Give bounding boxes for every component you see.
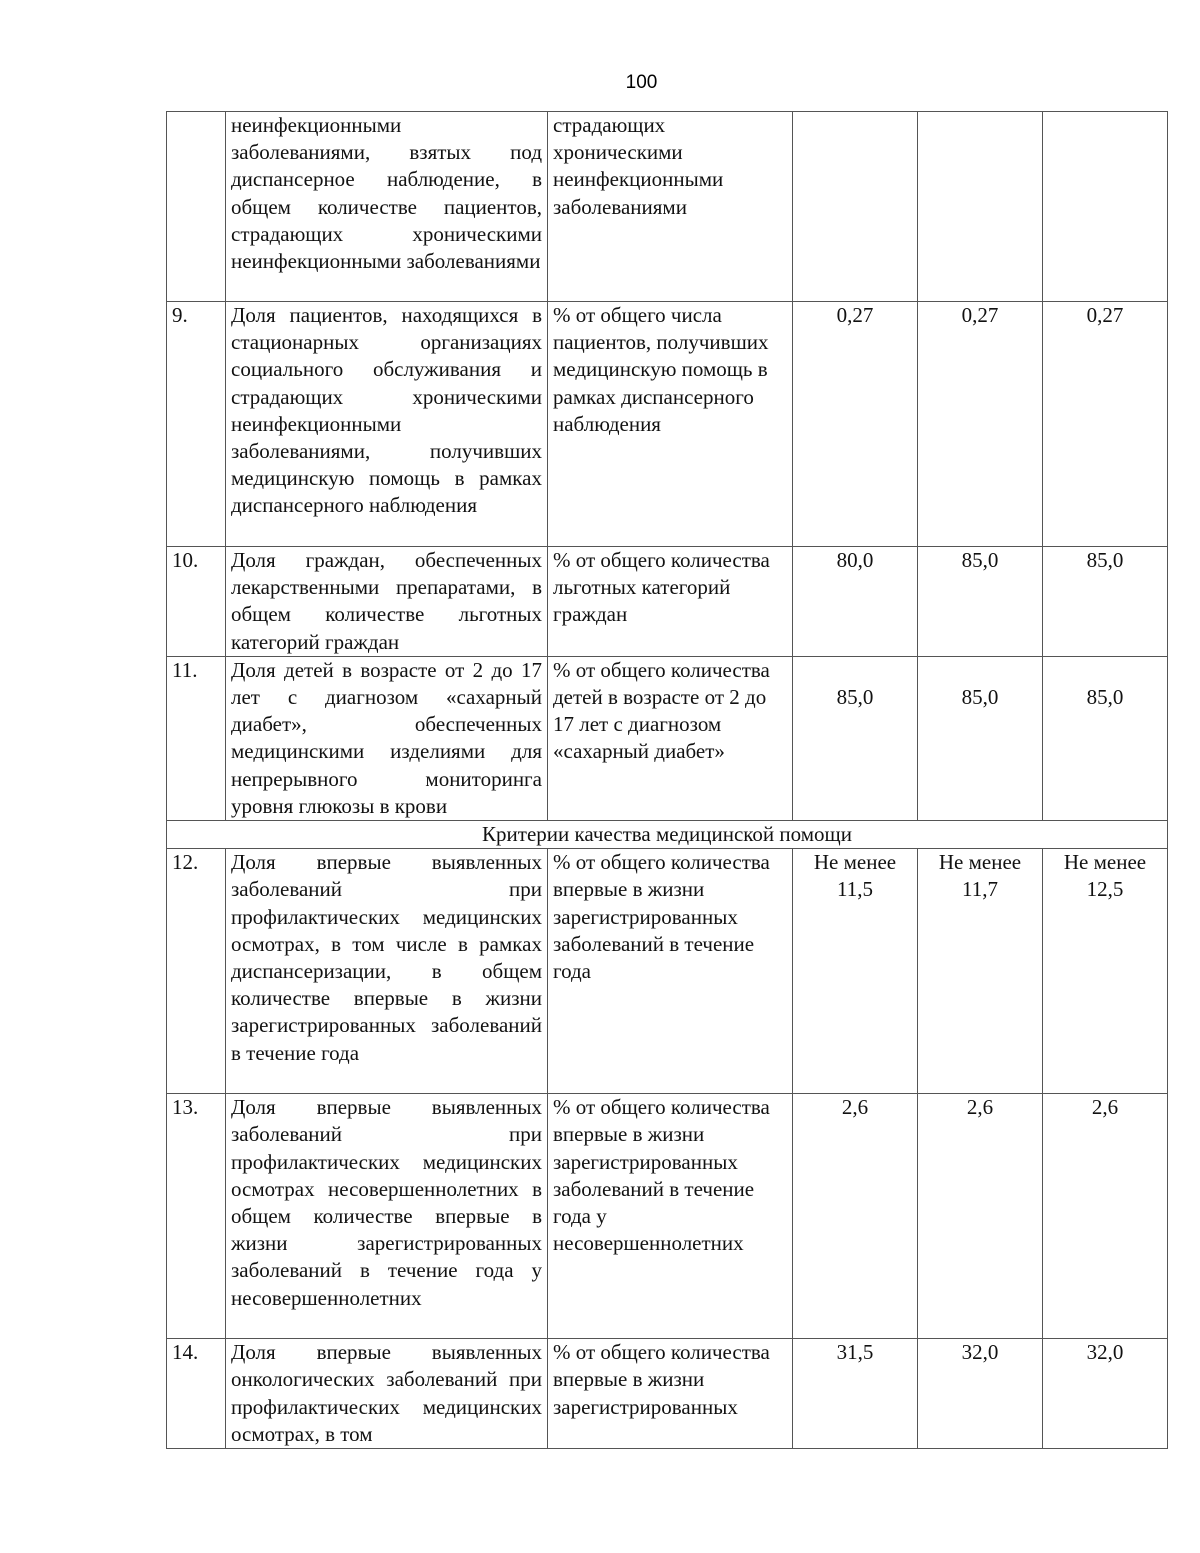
page-number: 100 [625, 72, 658, 93]
table-row [167, 849, 1168, 1094]
indicator-description: Доля граждан, обеспеченных лекарственными препаратами, в общем количестве льготных категорий граждан [226, 547, 548, 657]
indicator-value-1: 2,6 [793, 1094, 918, 1339]
table-row [167, 112, 1168, 302]
table-row [167, 1339, 1168, 1449]
row-number: 9. [167, 302, 226, 547]
indicator-unit: % от общего количества впервые в жизни зарегистрированных заболеваний в течение года у несовершеннолетних [548, 1094, 793, 1339]
indicator-value-1: 80,0 [793, 547, 918, 657]
indicator-unit: страдающих хроническими неинфекционными заболеваниями [548, 112, 793, 302]
indicator-value-2: 2,6 [918, 1094, 1043, 1339]
indicator-value-2: 85,0 [918, 656, 1043, 820]
indicator-value-3: 0,27 [1043, 302, 1168, 547]
indicator-value-3: 85,0 [1043, 656, 1168, 820]
indicator-value-2: 32,0 [918, 1339, 1043, 1449]
indicator-unit: % от общего количества впервые в жизни зарегистрированных заболеваний в течение года [548, 849, 793, 1094]
table-row [167, 656, 1168, 820]
indicator-value-3: 32,0 [1043, 1339, 1168, 1449]
indicator-value-1 [793, 112, 918, 302]
indicator-value-1: 0,27 [793, 302, 918, 547]
indicator-value-1: Не менее 11,5 [793, 849, 918, 1094]
row-number: 11. [167, 656, 226, 820]
indicator-description: Доля пациентов, находящихся в стационарных организациях социального обслуживания и страдающих хроническими неинфекционными заболеваниями, получивших медицинскую помощь в рамках диспансерного наблюдения [226, 302, 548, 547]
row-number: 14. [167, 1339, 226, 1449]
indicators-table [166, 111, 1168, 1449]
indicator-value-2: 0,27 [918, 302, 1043, 547]
indicator-value-2: 85,0 [918, 547, 1043, 657]
indicator-value-2 [918, 112, 1043, 302]
table-row [167, 547, 1168, 657]
indicator-unit: % от общего количества детей в возрасте от 2 до 17 лет с диагнозом «сахарный диабет» [548, 656, 793, 820]
indicator-value-2: Не менее 11,7 [918, 849, 1043, 1094]
indicator-unit: % от общего количества льготных категорий граждан [548, 547, 793, 657]
table-row [167, 1094, 1168, 1339]
indicator-value-3: Не менее 12,5 [1043, 849, 1168, 1094]
row-number: 12. [167, 849, 226, 1094]
row-number [167, 112, 226, 302]
indicator-description: Доля впервые выявленных заболеваний при профилактических медицинских осмотрах, в том числе в рамках диспансеризации, в общем количестве впервые в жизни зарегистрированных заболеваний в течение года [226, 849, 548, 1094]
indicator-unit: % от общего числа пациентов, получивших медицинскую помощь в рамках диспансерного наблюдения [548, 302, 793, 547]
indicator-description: неинфекционными заболеваниями, взятых под диспансерное наблюдение, в общем количестве пациентов, страдающих хроническими неинфекционными заболеваниями [226, 112, 548, 302]
indicator-description: Доля детей в возрасте от 2 до 17 лет с диагнозом «сахарный диабет», обеспеченных медицинскими изделиями для непрерывного мониторинга уровня глюкозы в крови [226, 656, 548, 820]
indicator-value-3 [1043, 112, 1168, 302]
indicator-description: Доля впервые выявленных онкологических заболеваний при профилактических медицинских осмотрах, в том [226, 1339, 548, 1449]
indicator-value-3: 85,0 [1043, 547, 1168, 657]
indicator-unit: % от общего количества впервые в жизни зарегистрированных [548, 1339, 793, 1449]
indicator-value-1: 31,5 [793, 1339, 918, 1449]
section-heading: Критерии качества медицинской помощи [167, 821, 1168, 849]
table-row [167, 302, 1168, 547]
section-row [167, 821, 1168, 849]
row-number: 10. [167, 547, 226, 657]
row-number: 13. [167, 1094, 226, 1339]
indicator-value-3: 2,6 [1043, 1094, 1168, 1339]
indicator-value-1: 85,0 [793, 656, 918, 820]
indicator-description: Доля впервые выявленных заболеваний при профилактических медицинских осмотрах несовершеннолетних в общем количестве впервые в жизни зарегистрированных заболеваний в течение года у несовершеннолетних [226, 1094, 548, 1339]
